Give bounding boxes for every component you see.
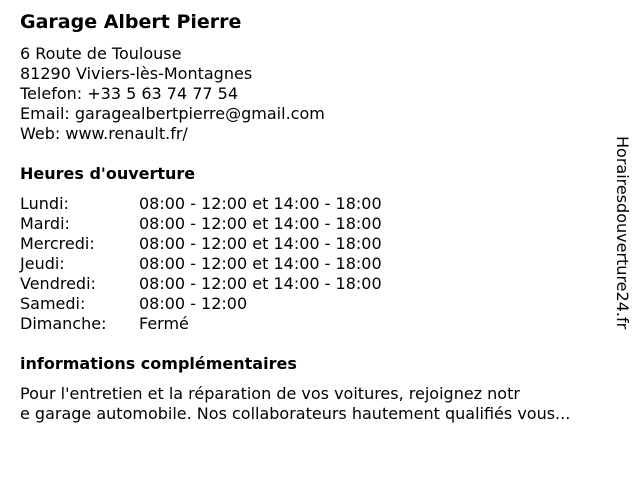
- day-label: Lundi:: [20, 194, 69, 213]
- hours-row-saturday: [20, 294, 440, 314]
- hours-row-friday: [20, 274, 440, 294]
- website-link: Web: www.renault.fr/: [20, 124, 188, 143]
- hours-row-thursday: [20, 254, 440, 274]
- time-range: 08:00 - 12:00 et 14:00 - 18:00: [139, 194, 382, 213]
- info-line: Pour l'entretien et la réparation de vos voitures, rejoignez notr: [20, 384, 520, 403]
- info-heading: informations complémentaires: [20, 354, 297, 373]
- time-range: 08:00 - 12:00 et 14:00 - 18:00: [139, 274, 382, 293]
- hours-row-sunday: [20, 314, 440, 334]
- phone-number: Telefon: +33 5 63 74 77 54: [20, 84, 239, 103]
- info-line: e garage automobile. Nos collaborateurs hautement qualifiés vous...: [20, 404, 571, 423]
- day-label: Samedi:: [20, 294, 86, 313]
- day-label: Dimanche:: [20, 314, 107, 333]
- opening-hours-table: [20, 194, 440, 334]
- email-address: Email: garagealbertpierre@gmail.com: [20, 104, 325, 123]
- street-address: 6 Route de Toulouse: [20, 44, 182, 63]
- city-address: 81290 Viviers-lès-Montagnes: [20, 64, 253, 83]
- business-name: Garage Albert Pierre: [20, 11, 242, 33]
- hours-row-wednesday: [20, 234, 440, 254]
- contact-block: [20, 44, 325, 144]
- day-label: Vendredi:: [20, 274, 96, 293]
- time-range: 08:00 - 12:00 et 14:00 - 18:00: [139, 254, 382, 273]
- site-watermark: [612, 136, 632, 346]
- hours-heading: Heures d'ouverture: [20, 164, 196, 183]
- time-range: 08:00 - 12:00 et 14:00 - 18:00: [139, 214, 382, 233]
- time-range: 08:00 - 12:00: [139, 294, 248, 313]
- day-label: Jeudi:: [20, 254, 65, 273]
- info-description: [20, 384, 570, 424]
- time-range: 08:00 - 12:00 et 14:00 - 18:00: [139, 234, 382, 253]
- hours-row-tuesday: [20, 214, 440, 234]
- hours-row-monday: [20, 194, 440, 214]
- watermark-text: Horairesdouverture24.fr: [613, 136, 632, 330]
- day-label: Mardi:: [20, 214, 70, 233]
- day-label: Mercredi:: [20, 234, 95, 253]
- time-range: Fermé: [139, 314, 189, 333]
